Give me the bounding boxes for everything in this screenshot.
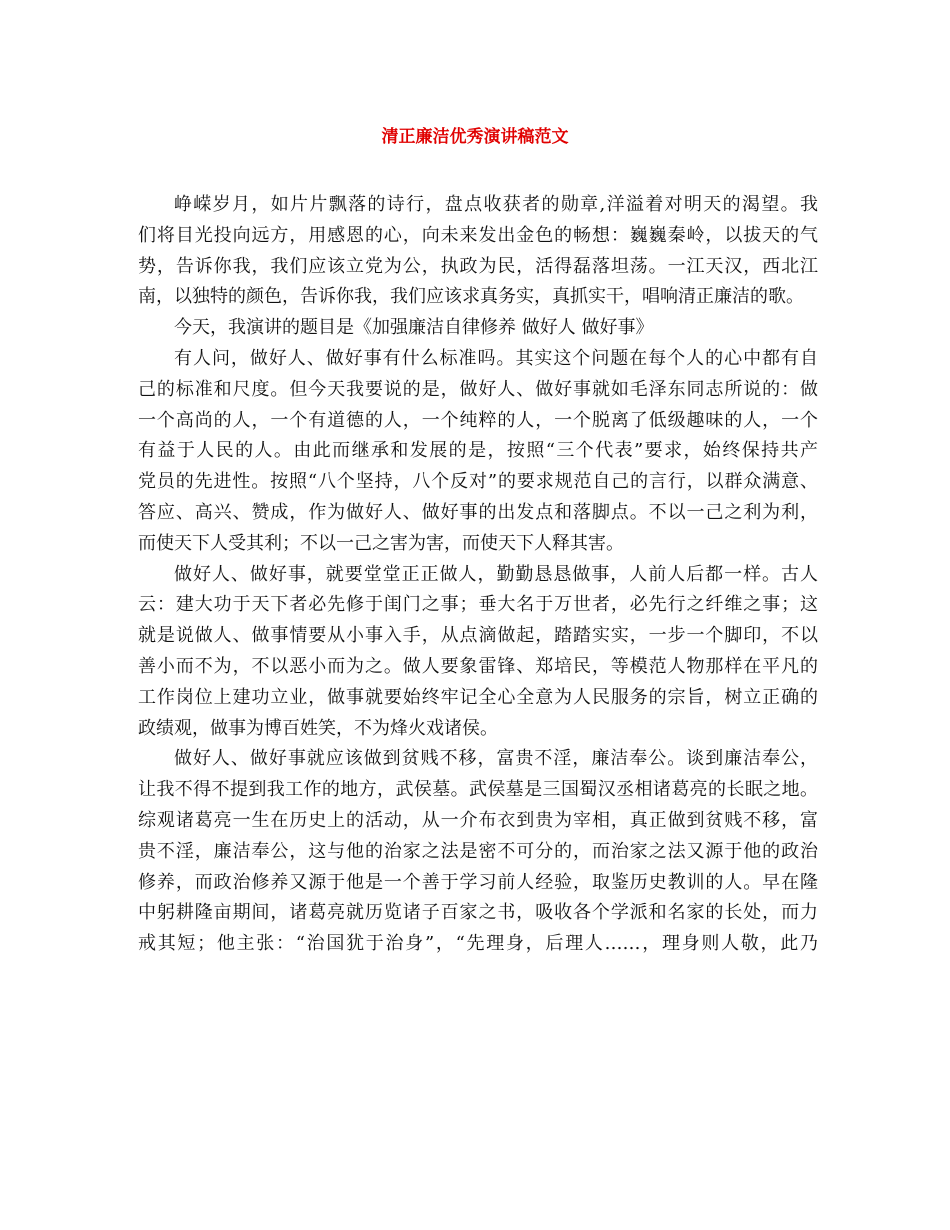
text-line: 让我不得不提到我工作的地方，武侯墓。武侯墓是三国蜀汉丞相诸葛亮的长眠之地。 bbox=[138, 779, 818, 801]
text-line: 工作岗位上建功立业，做事就要始终牢记全心全意为人民服务的宗旨，树立正确的 bbox=[138, 686, 818, 708]
text-line: 中躬耕隆亩期间，诸葛亮就历览诸子百家之书，吸收各个学派和名家的长处，而力 bbox=[138, 902, 818, 924]
text-line: 南，以独特的颜色，告诉你我，我们应该求真务实，真抓实干，唱响清正廉洁的歌。 bbox=[138, 286, 804, 308]
text-line: 政绩观，做事为博百姓笑，不为烽火戏诸侯。 bbox=[138, 717, 498, 739]
text-line: 善小而不为，不以恶小而为之。做人要象雷锋、郑培民，等模范人物那样在平凡的 bbox=[138, 655, 818, 677]
text-line: 而使天下人受其利；不以一己之害为害，而使天下人释其害。 bbox=[138, 532, 624, 554]
document-title: 清正廉洁优秀演讲稿范文 bbox=[381, 127, 569, 147]
text-line: 党员的先进性。按照“八个坚持，八个反对”的要求规范自己的言行，以群众满意、 bbox=[138, 471, 818, 493]
text-line: 峥嵘岁月，如片片飘落的诗行，盘点收获者的勋章,洋溢着对明天的渴望。我 bbox=[174, 194, 818, 215]
text-line: 综观诸葛亮一生在历史上的活动，从一介布衣到贵为宰相，真正做到贫贱不移，富 bbox=[138, 809, 818, 831]
text-line: 就是说做人、做事情要从小事入手，从点滴做起，踏踏实实，一步一个脚印，不以 bbox=[138, 625, 818, 647]
text-line: 云：建大功于天下者必先修于闺门之事；垂大名于万世者，必先行之纤维之事；这 bbox=[138, 594, 818, 616]
text-line: 有人问，做好人、做好事有什么标准吗。其实这个问题在每个人的心中都有自 bbox=[174, 347, 818, 369]
document-body bbox=[138, 190, 818, 960]
text-line: 一个高尚的人，一个有道德的人，一个纯粹的人，一个脱离了低级趣味的人，一个 bbox=[138, 409, 818, 431]
text-line: 势，告诉你我，我们应该立党为公，执政为民，活得磊落坦荡。一江天汉，西北江 bbox=[138, 255, 818, 277]
text-line: 己的标准和尺度。但今天我要说的是，做好人、做好事就如毛泽东同志所说的：做 bbox=[138, 378, 818, 400]
text-line: 修养，而政治修养又源于他是一个善于学习前人经验，取鉴历史教训的人。早在隆 bbox=[138, 871, 818, 893]
text-line: 们将目光投向远方，用感恩的心，向未来发出金色的畅想：巍巍秦岭，以拔天的气 bbox=[138, 224, 818, 246]
text-line: 戒其短；他主张：“治国犹于治身”，“先理身，后理人……，理身则人敬，此乃 bbox=[138, 933, 818, 955]
text-line: 做好人、做好事，就要堂堂正正做人，勤勤恳恳做事，人前人后都一样。古人 bbox=[174, 563, 818, 585]
text-line: 今天，我演讲的题目是《加强廉洁自律修养 做好人 做好事》 bbox=[174, 317, 654, 339]
text-line: 做好人、做好事就应该做到贫贱不移，富贵不淫，廉洁奉公。谈到廉洁奉公， bbox=[174, 748, 818, 770]
text-line: 贵不淫，廉洁奉公，这与他的治家之法是密不可分的，而治家之法又源于他的政治 bbox=[138, 840, 818, 862]
text-line: 答应、高兴、赞成，作为做好人、做好事的出发点和落脚点。不以一己之利为利， bbox=[138, 501, 818, 523]
text-line: 有益于人民的人。由此而继承和发展的是，按照“三个代表”要求，始终保持共产 bbox=[138, 440, 818, 462]
